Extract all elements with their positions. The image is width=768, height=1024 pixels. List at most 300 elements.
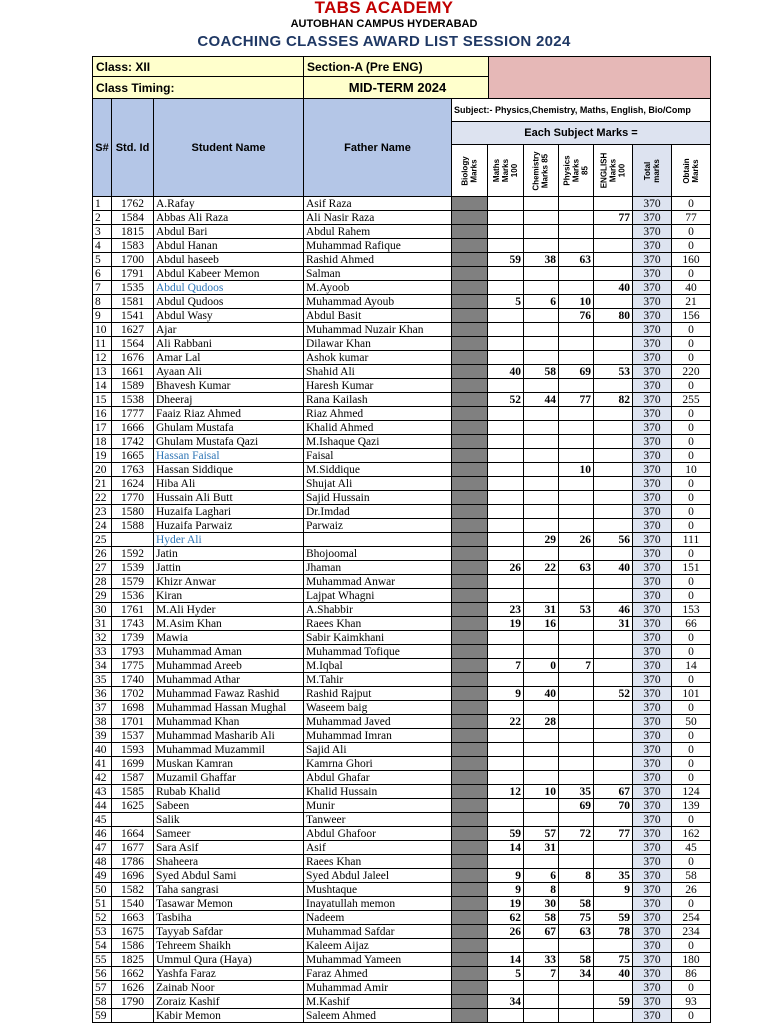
row-student-name: Abdul Qudoos: [154, 281, 304, 295]
row-english-marks: [594, 589, 633, 603]
row-obtain-marks: 14: [672, 659, 711, 673]
row-std-id: 1579: [112, 575, 154, 589]
row-father-name: Kamrna Ghori: [304, 757, 452, 771]
row-physics-marks: [559, 701, 594, 715]
row-student-name: M.Asim Khan: [154, 617, 304, 631]
row-student-name: Abbas Ali Raza: [154, 211, 304, 225]
table-row: [93, 421, 711, 435]
row-physics-marks: 63: [559, 561, 594, 575]
row-english-marks: [594, 295, 633, 309]
row-total-marks: 370: [633, 1009, 672, 1023]
row-student-name: Muhammad Masharib Ali: [154, 729, 304, 743]
row-student-name: Jatin: [154, 547, 304, 561]
row-father-name: Raees Khan: [304, 855, 452, 869]
row-student-name: Muhammad Areeb: [154, 659, 304, 673]
row-english-marks: [594, 841, 633, 855]
row-chemistry-marks: 8: [524, 883, 559, 897]
row-student-name: Hussain Ali Butt: [154, 491, 304, 505]
row-sno: 1: [93, 197, 112, 211]
row-maths-marks: [488, 673, 524, 687]
table-row: [93, 715, 711, 729]
row-father-name: M.Iqbal: [304, 659, 452, 673]
row-obtain-marks: 0: [672, 267, 711, 281]
row-father-name: Riaz Ahmed: [304, 407, 452, 421]
row-sno: 41: [93, 757, 112, 771]
table-row: [93, 281, 711, 295]
row-chemistry-marks: [524, 547, 559, 561]
row-biology-marks: [452, 589, 488, 603]
row-std-id: 1666: [112, 421, 154, 435]
row-chemistry-marks: [524, 337, 559, 351]
row-student-name: Taha sangrasi: [154, 883, 304, 897]
row-total-marks: 370: [633, 631, 672, 645]
row-obtain-marks: 160: [672, 253, 711, 267]
row-maths-marks: [488, 1009, 524, 1023]
row-father-name: Ashok kumar: [304, 351, 452, 365]
row-biology-marks: [452, 449, 488, 463]
row-sno: 29: [93, 589, 112, 603]
row-total-marks: 370: [633, 589, 672, 603]
row-english-marks: [594, 645, 633, 659]
row-std-id: 1581: [112, 295, 154, 309]
row-chemistry-marks: 16: [524, 617, 559, 631]
header-father-name: Father Name: [303, 98, 452, 197]
row-physics-marks: [559, 617, 594, 631]
table-row: [93, 687, 711, 701]
row-father-name: Muhammad Tofique: [304, 645, 452, 659]
row-student-name: Abdul Qudoos: [154, 295, 304, 309]
row-maths-marks: [488, 645, 524, 659]
table-row: [93, 547, 711, 561]
table-row: [93, 757, 711, 771]
row-student-name: Muzamil Ghaffar: [154, 771, 304, 785]
row-maths-marks: [488, 337, 524, 351]
row-chemistry-marks: 22: [524, 561, 559, 575]
table-row: [93, 645, 711, 659]
row-student-name: Ghulam Mustafa Qazi: [154, 435, 304, 449]
row-sno: 57: [93, 981, 112, 995]
row-physics-marks: [559, 743, 594, 757]
row-english-marks: 40: [594, 967, 633, 981]
row-english-marks: 40: [594, 281, 633, 295]
table-row: [93, 197, 711, 211]
exam-cell: MID-TERM 2024: [303, 76, 489, 99]
row-maths-marks: 5: [488, 295, 524, 309]
row-english-marks: [594, 813, 633, 827]
row-obtain-marks: 21: [672, 295, 711, 309]
row-sno: 26: [93, 547, 112, 561]
row-total-marks: 370: [633, 267, 672, 281]
row-obtain-marks: 0: [672, 547, 711, 561]
row-obtain-marks: 0: [672, 323, 711, 337]
row-biology-marks: [452, 869, 488, 883]
table-row: [93, 659, 711, 673]
row-maths-marks: 34: [488, 995, 524, 1009]
row-biology-marks: [452, 939, 488, 953]
row-father-name: Muhammad Safdar: [304, 925, 452, 939]
row-maths-marks: [488, 463, 524, 477]
row-obtain-marks: 180: [672, 953, 711, 967]
row-english-marks: [594, 673, 633, 687]
row-total-marks: 370: [633, 407, 672, 421]
row-sno: 17: [93, 421, 112, 435]
row-chemistry-marks: [524, 589, 559, 603]
row-physics-marks: [559, 211, 594, 225]
row-total-marks: 370: [633, 491, 672, 505]
row-chemistry-marks: [524, 743, 559, 757]
row-total-marks: 370: [633, 603, 672, 617]
row-student-name: Sara Asif: [154, 841, 304, 855]
row-physics-marks: 8: [559, 869, 594, 883]
row-total-marks: 370: [633, 617, 672, 631]
row-physics-marks: 76: [559, 309, 594, 323]
row-english-marks: [594, 379, 633, 393]
header-obtain: Obtain Marks: [671, 144, 711, 197]
row-std-id: 1740: [112, 673, 154, 687]
row-father-name: M.Siddique: [304, 463, 452, 477]
row-english-marks: 40: [594, 561, 633, 575]
row-english-marks: [594, 631, 633, 645]
row-obtain-marks: 0: [672, 197, 711, 211]
row-chemistry-marks: 7: [524, 967, 559, 981]
row-father-name: M.Ishaque Qazi: [304, 435, 452, 449]
header-biology: Biology Marks: [451, 144, 488, 197]
row-biology-marks: [452, 379, 488, 393]
row-sno: 7: [93, 281, 112, 295]
row-chemistry-marks: [524, 729, 559, 743]
row-chemistry-marks: 31: [524, 841, 559, 855]
row-obtain-marks: 0: [672, 421, 711, 435]
table-row: [93, 323, 711, 337]
row-chemistry-marks: [524, 799, 559, 813]
row-obtain-marks: 0: [672, 407, 711, 421]
row-std-id: 1675: [112, 925, 154, 939]
row-maths-marks: 9: [488, 883, 524, 897]
row-biology-marks: [452, 715, 488, 729]
row-std-id: 1664: [112, 827, 154, 841]
row-physics-marks: 69: [559, 799, 594, 813]
row-std-id: 1540: [112, 897, 154, 911]
row-total-marks: 370: [633, 659, 672, 673]
row-total-marks: 370: [633, 561, 672, 575]
row-maths-marks: 7: [488, 659, 524, 673]
row-physics-marks: [559, 519, 594, 533]
row-biology-marks: [452, 673, 488, 687]
row-maths-marks: [488, 211, 524, 225]
row-biology-marks: [452, 1009, 488, 1023]
row-biology-marks: [452, 603, 488, 617]
row-biology-marks: [452, 365, 488, 379]
row-obtain-marks: 0: [672, 477, 711, 491]
row-total-marks: 370: [633, 449, 672, 463]
row-english-marks: [594, 701, 633, 715]
table-row: [93, 827, 711, 841]
row-english-marks: [594, 547, 633, 561]
row-physics-marks: [559, 729, 594, 743]
row-chemistry-marks: 40: [524, 687, 559, 701]
subjects-cell: Subject:- Physics,Chemistry, Maths, English, Bio/Comp: [451, 98, 711, 122]
row-biology-marks: [452, 841, 488, 855]
row-chemistry-marks: 33: [524, 953, 559, 967]
row-physics-marks: [559, 239, 594, 253]
row-maths-marks: 26: [488, 561, 524, 575]
row-biology-marks: [452, 281, 488, 295]
row-student-name: Hyder Ali: [154, 533, 304, 547]
row-father-name: Sajid Hussain: [304, 491, 452, 505]
row-chemistry-marks: [524, 631, 559, 645]
row-biology-marks: [452, 239, 488, 253]
row-total-marks: 370: [633, 925, 672, 939]
row-maths-marks: [488, 939, 524, 953]
row-std-id: 1661: [112, 365, 154, 379]
row-maths-marks: [488, 225, 524, 239]
row-sno: 6: [93, 267, 112, 281]
row-std-id: 1584: [112, 211, 154, 225]
row-maths-marks: 26: [488, 925, 524, 939]
row-father-name: Khalid Hussain: [304, 785, 452, 799]
row-biology-marks: [452, 785, 488, 799]
row-biology-marks: [452, 687, 488, 701]
row-sno: 4: [93, 239, 112, 253]
row-physics-marks: 63: [559, 925, 594, 939]
row-english-marks: [594, 939, 633, 953]
table-row: [93, 813, 711, 827]
row-obtain-marks: 254: [672, 911, 711, 925]
row-chemistry-marks: 67: [524, 925, 559, 939]
row-physics-marks: 72: [559, 827, 594, 841]
table-row: [93, 925, 711, 939]
table-row: [93, 897, 711, 911]
row-sno: 51: [93, 897, 112, 911]
row-total-marks: 370: [633, 351, 672, 365]
row-biology-marks: [452, 631, 488, 645]
row-obtain-marks: 162: [672, 827, 711, 841]
row-student-name: Bhavesh Kumar: [154, 379, 304, 393]
row-obtain-marks: 255: [672, 393, 711, 407]
row-total-marks: 370: [633, 547, 672, 561]
row-student-name: M.Ali Hyder: [154, 603, 304, 617]
row-total-marks: 370: [633, 799, 672, 813]
row-physics-marks: 53: [559, 603, 594, 617]
row-chemistry-marks: [524, 351, 559, 365]
row-english-marks: 35: [594, 869, 633, 883]
row-father-name: Muhammad Anwar: [304, 575, 452, 589]
table-row: [93, 575, 711, 589]
row-maths-marks: 5: [488, 967, 524, 981]
row-biology-marks: [452, 967, 488, 981]
row-sno: 25: [93, 533, 112, 547]
row-chemistry-marks: [524, 309, 559, 323]
row-chemistry-marks: 6: [524, 295, 559, 309]
row-maths-marks: [488, 407, 524, 421]
table-row: [93, 393, 711, 407]
row-physics-marks: [559, 589, 594, 603]
row-maths-marks: 62: [488, 911, 524, 925]
row-maths-marks: [488, 743, 524, 757]
row-student-name: Hassan Siddique: [154, 463, 304, 477]
row-english-marks: [594, 519, 633, 533]
row-biology-marks: [452, 421, 488, 435]
row-obtain-marks: 0: [672, 449, 711, 463]
row-obtain-marks: 10: [672, 463, 711, 477]
row-physics-marks: [559, 421, 594, 435]
row-obtain-marks: 50: [672, 715, 711, 729]
row-student-name: Muhammad Khan: [154, 715, 304, 729]
row-sno: 13: [93, 365, 112, 379]
row-sno: 28: [93, 575, 112, 589]
row-obtain-marks: 0: [672, 757, 711, 771]
row-maths-marks: 23: [488, 603, 524, 617]
row-chemistry-marks: [524, 225, 559, 239]
row-sno: 14: [93, 379, 112, 393]
row-physics-marks: [559, 855, 594, 869]
row-english-marks: [594, 351, 633, 365]
row-std-id: 1775: [112, 659, 154, 673]
row-physics-marks: [559, 197, 594, 211]
table-row: [93, 365, 711, 379]
row-biology-marks: [452, 463, 488, 477]
row-father-name: Nadeem: [304, 911, 452, 925]
row-maths-marks: [488, 631, 524, 645]
row-english-marks: [594, 435, 633, 449]
row-maths-marks: [488, 729, 524, 743]
row-father-name: Mushtaque: [304, 883, 452, 897]
row-physics-marks: [559, 575, 594, 589]
row-obtain-marks: 153: [672, 603, 711, 617]
row-chemistry-marks: [524, 981, 559, 995]
row-physics-marks: [559, 323, 594, 337]
row-total-marks: 370: [633, 281, 672, 295]
row-biology-marks: [452, 995, 488, 1009]
row-father-name: Shahid Ali: [304, 365, 452, 379]
row-obtain-marks: 156: [672, 309, 711, 323]
row-english-marks: 70: [594, 799, 633, 813]
table-row: [93, 449, 711, 463]
row-physics-marks: 10: [559, 463, 594, 477]
table-row: [93, 729, 711, 743]
row-sno: 21: [93, 477, 112, 491]
row-physics-marks: [559, 673, 594, 687]
row-father-name: Muhammad Ayoub: [304, 295, 452, 309]
table-row: [93, 435, 711, 449]
row-english-marks: 82: [594, 393, 633, 407]
class-cell: Class: XII: [92, 56, 304, 77]
row-obtain-marks: 93: [672, 995, 711, 1009]
row-english-marks: [594, 463, 633, 477]
row-english-marks: [594, 491, 633, 505]
row-obtain-marks: 86: [672, 967, 711, 981]
row-student-name: Kiran: [154, 589, 304, 603]
row-biology-marks: [452, 575, 488, 589]
row-english-marks: [594, 239, 633, 253]
row-chemistry-marks: [524, 197, 559, 211]
table-row: [93, 267, 711, 281]
row-english-marks: [594, 757, 633, 771]
row-physics-marks: [559, 939, 594, 953]
table-row: [93, 603, 711, 617]
row-student-name: A.Rafay: [154, 197, 304, 211]
row-english-marks: [594, 981, 633, 995]
row-student-name: Zainab Noor: [154, 981, 304, 995]
row-total-marks: 370: [633, 253, 672, 267]
row-sno: 54: [93, 939, 112, 953]
table-row: [93, 477, 711, 491]
row-maths-marks: [488, 547, 524, 561]
row-biology-marks: [452, 519, 488, 533]
row-father-name: Abdul Ghafar: [304, 771, 452, 785]
row-maths-marks: [488, 449, 524, 463]
row-std-id: 1662: [112, 967, 154, 981]
row-std-id: 1541: [112, 309, 154, 323]
row-total-marks: 370: [633, 967, 672, 981]
row-total-marks: 370: [633, 421, 672, 435]
row-chemistry-marks: [524, 421, 559, 435]
row-biology-marks: [452, 757, 488, 771]
table-row: [93, 743, 711, 757]
row-std-id: 1777: [112, 407, 154, 421]
row-total-marks: 370: [633, 687, 672, 701]
row-chemistry-marks: 44: [524, 393, 559, 407]
table-row: [93, 631, 711, 645]
row-chemistry-marks: [524, 379, 559, 393]
row-maths-marks: [488, 477, 524, 491]
row-english-marks: [594, 575, 633, 589]
row-physics-marks: 58: [559, 953, 594, 967]
row-father-name: Faisal: [304, 449, 452, 463]
row-std-id: [112, 1009, 154, 1023]
row-maths-marks: [488, 435, 524, 449]
row-biology-marks: [452, 547, 488, 561]
row-total-marks: 370: [633, 813, 672, 827]
row-english-marks: 77: [594, 827, 633, 841]
row-obtain-marks: 0: [672, 351, 711, 365]
row-total-marks: 370: [633, 393, 672, 407]
header-student-name: Student Name: [153, 98, 304, 197]
row-father-name: Salman: [304, 267, 452, 281]
campus-subtitle: AUTOBHAN CAMPUS HYDERABAD: [290, 18, 478, 30]
row-maths-marks: [488, 239, 524, 253]
row-english-marks: [594, 407, 633, 421]
header-total: Total marks: [632, 144, 672, 197]
row-std-id: 1625: [112, 799, 154, 813]
row-chemistry-marks: 58: [524, 911, 559, 925]
row-physics-marks: [559, 407, 594, 421]
row-father-name: Rashid Ahmed: [304, 253, 452, 267]
row-chemistry-marks: [524, 505, 559, 519]
row-total-marks: 370: [633, 757, 672, 771]
table-row: [93, 351, 711, 365]
row-sno: 33: [93, 645, 112, 659]
row-obtain-marks: 26: [672, 883, 711, 897]
row-maths-marks: [488, 701, 524, 715]
row-obtain-marks: 0: [672, 505, 711, 519]
row-total-marks: 370: [633, 883, 672, 897]
row-obtain-marks: 0: [672, 519, 711, 533]
table-row: [93, 337, 711, 351]
row-obtain-marks: 0: [672, 743, 711, 757]
row-sno: 56: [93, 967, 112, 981]
row-english-marks: 67: [594, 785, 633, 799]
row-sno: 20: [93, 463, 112, 477]
row-father-name: Rana Kailash: [304, 393, 452, 407]
row-chemistry-marks: 28: [524, 715, 559, 729]
row-father-name: Muhammad Yameen: [304, 953, 452, 967]
row-english-marks: [594, 197, 633, 211]
row-maths-marks: 14: [488, 953, 524, 967]
row-maths-marks: [488, 379, 524, 393]
row-maths-marks: [488, 267, 524, 281]
row-obtain-marks: 220: [672, 365, 711, 379]
